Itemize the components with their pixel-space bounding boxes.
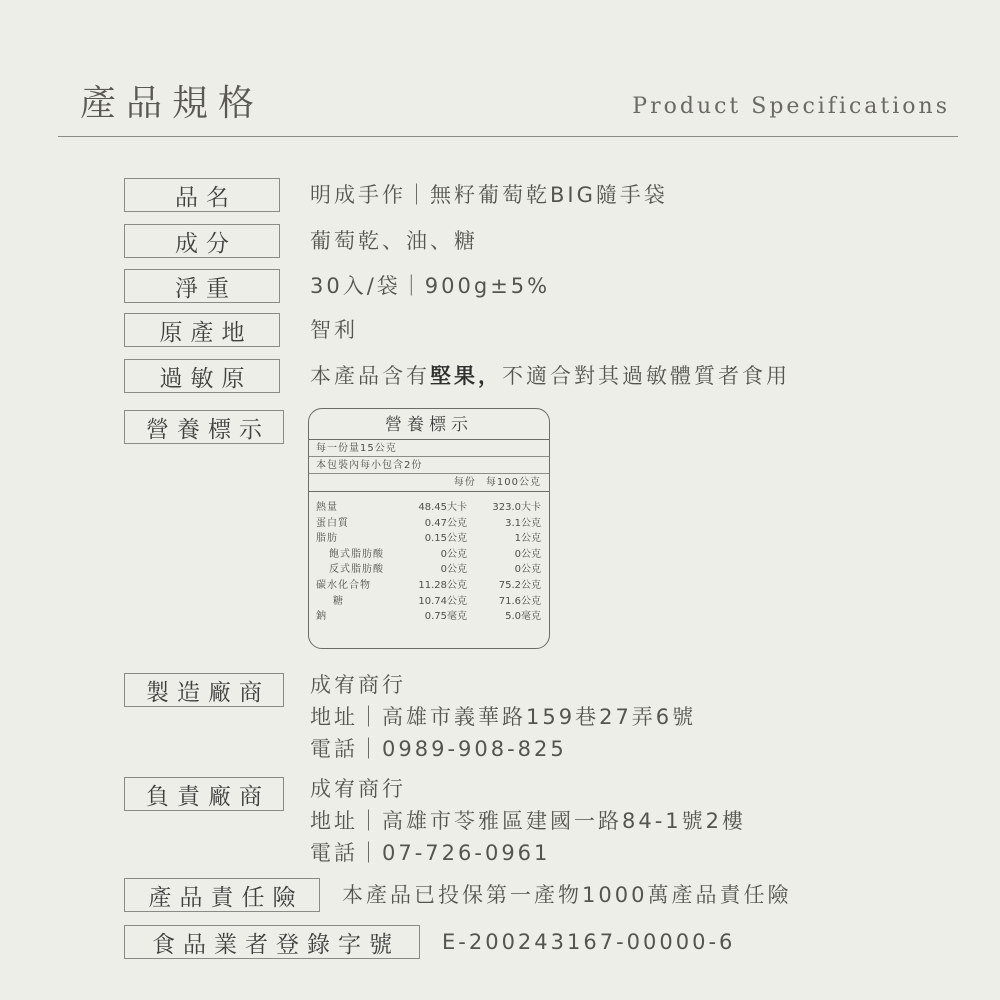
spec-value-net-weight: 30入/袋｜900g±5%: [310, 274, 551, 298]
nutrition-title: 營養標示: [309, 409, 549, 440]
nutrition-row: [309, 500, 549, 516]
nutrient-name: 熱量: [316, 502, 338, 513]
nutrition-row: [309, 578, 549, 594]
nutrient-per-serving: 0.75毫克: [424, 611, 467, 623]
nutrient-per-100g: 71.6公克: [498, 595, 541, 607]
nutrient-name: 糖: [333, 595, 344, 607]
spec-label-nutrition: 營養標示: [124, 410, 284, 444]
nutrition-servings: 本包裝內每小包含2份: [309, 457, 549, 474]
spec-label-insurance: 產品責任險: [124, 878, 320, 912]
nutrition-row: [309, 531, 549, 547]
spec-value-insurance: 本產品已投保第一產物1000萬產品責任險: [342, 883, 792, 907]
spec-value-ingredients: 葡萄乾、油、糖: [310, 229, 478, 253]
nutrient-per-serving: 11.28公克: [418, 579, 467, 591]
spec-label-ingredients: 成分: [124, 224, 280, 258]
nutrient-per-serving: 0.15公克: [424, 533, 467, 545]
allergen-text-pre: 本產品含有: [310, 364, 430, 388]
allergen-text-post: 不適合對其過敏體質者食用: [502, 364, 790, 388]
spec-label-net-weight: 淨重: [124, 269, 280, 303]
spec-value-name: 明成手作｜無籽葡萄乾BIG隨手袋: [310, 183, 668, 207]
nutrition-panel: [308, 408, 550, 649]
spec-label-manufacturer: 製造廠商: [124, 673, 284, 707]
nutrient-per-100g: 0公克: [514, 548, 541, 560]
nutrient-per-serving: 10.74公克: [418, 595, 467, 607]
nutrient-per-100g: 0公克: [514, 564, 541, 576]
spec-value-allergen: [310, 359, 790, 393]
spec-value-origin: 智利: [310, 318, 358, 342]
nutrition-col-per-100g: 每100公克: [485, 477, 541, 488]
manufacturer-name: 成宥商行: [310, 673, 406, 697]
spec-label-name: 品名: [124, 178, 280, 212]
spec-label-registration: 食品業者登錄字號: [124, 925, 420, 959]
spec-label-allergen: 過敏原: [124, 359, 280, 393]
page-subtitle: Product Specifications: [632, 94, 950, 119]
title-divider: [58, 136, 958, 137]
responsible-name: 成宥商行: [310, 777, 406, 801]
nutrition-row: [309, 562, 549, 578]
nutrient-name: 碳水化合物: [316, 579, 371, 591]
spec-value-manufacturer: [310, 669, 696, 765]
nutrient-per-serving: 48.45大卡: [418, 502, 467, 513]
nutrient-name: 蛋白質: [316, 517, 349, 529]
nutrient-per-serving: 0公克: [440, 564, 467, 576]
spec-value-responsible: [310, 773, 746, 869]
nutrient-name: 鈉: [316, 611, 327, 623]
spec-label-responsible: 負責廠商: [124, 777, 284, 811]
nutrition-column-header: [309, 474, 549, 492]
nutrient-per-serving: 0公克: [440, 548, 467, 560]
nutrition-row: [309, 609, 549, 625]
nutrition-col-per-serving: 每份: [453, 477, 476, 488]
manufacturer-phone: 電話｜0989-908-825: [310, 737, 567, 761]
responsible-address: 地址｜高雄市苓雅區建國一路84-1號2樓: [310, 809, 747, 833]
nutrient-per-100g: 5.0毫克: [505, 611, 541, 623]
nutrition-serving-size: 每一份量15公克: [309, 440, 549, 457]
nutrient-name: 飽式脂肪酸: [329, 548, 384, 560]
nutrition-row: [309, 547, 549, 563]
nutrient-per-100g: 1公克: [514, 533, 541, 545]
nutrient-per-100g: 323.0大卡: [492, 502, 541, 513]
page-title: 產品規格: [80, 83, 265, 124]
spec-label-origin: 原產地: [124, 313, 280, 347]
spec-value-registration: E-200243167-00000-6: [442, 930, 736, 954]
nutrient-per-serving: 0.47公克: [424, 517, 467, 529]
nutrition-row: [309, 594, 549, 610]
manufacturer-address: 地址｜高雄市義華路159巷27弄6號: [310, 705, 697, 729]
nutrient-name: 脂肪: [316, 533, 338, 545]
nutrient-per-100g: 3.1公克: [505, 517, 541, 529]
nutrition-table: [309, 492, 549, 625]
responsible-phone: 電話｜07-726-0961: [310, 841, 551, 865]
nutrient-name: 反式脂肪酸: [329, 564, 384, 576]
allergen-text-bold: 堅果，: [430, 364, 502, 388]
nutrition-row: [309, 516, 549, 532]
nutrient-per-100g: 75.2公克: [498, 579, 541, 591]
